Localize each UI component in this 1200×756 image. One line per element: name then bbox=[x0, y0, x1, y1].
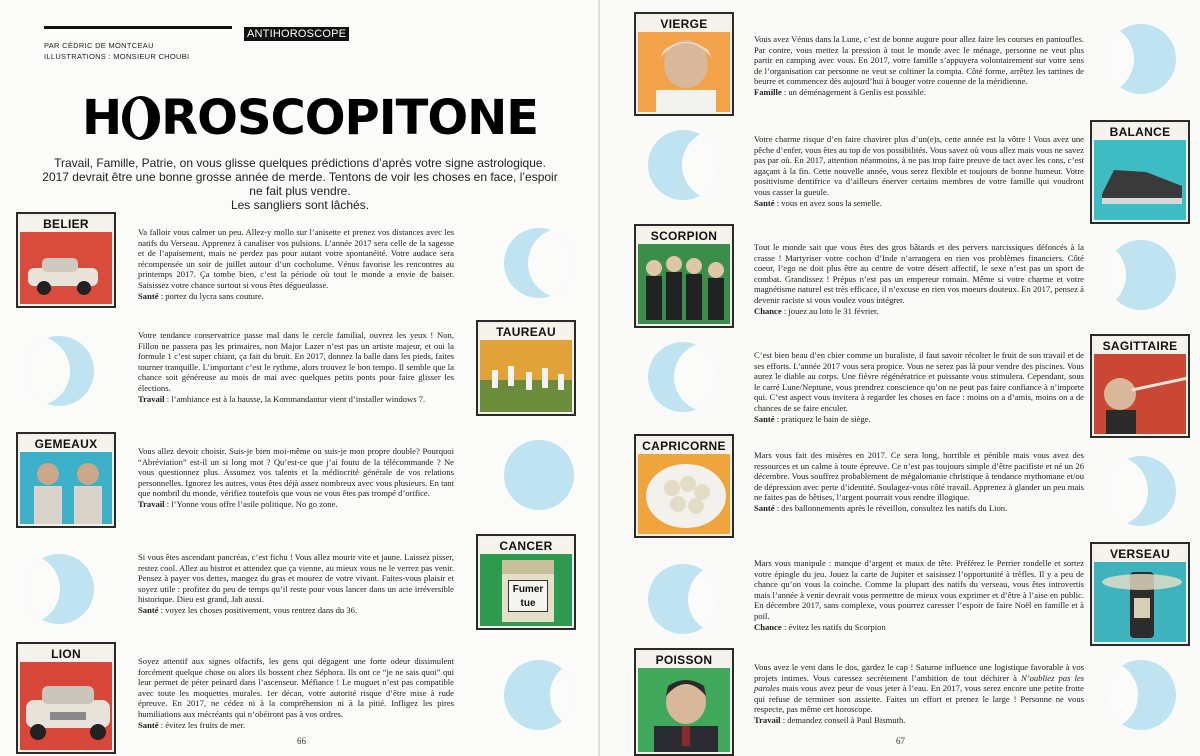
moon-phase-icon bbox=[24, 336, 94, 406]
intro-line: 2017 devrait être une bonne grosse année de merde. Tentons de voir les choses en face, l’espoir ne fait plus vendre. bbox=[42, 170, 558, 198]
vierge-illustration bbox=[638, 32, 730, 112]
sign-label: BALANCE bbox=[1094, 124, 1186, 140]
poisson-text bbox=[754, 662, 1084, 726]
lion-illustration bbox=[20, 662, 112, 750]
advice-text: : l’ambiance est à la hausse, la Kommandantur vient d’installer windows 7. bbox=[164, 393, 426, 404]
scorpion-illustration bbox=[638, 244, 730, 324]
gemeaux-illustration bbox=[20, 452, 112, 524]
advice-key: Santé bbox=[138, 719, 159, 730]
horoscope-body: Vous avez le vent dans le dos, gardez le cap ! Saturne influence une logistique favorable à vos projets intimes. Vous caressez secrètement l’ambition de tout déchirer à bbox=[754, 662, 1084, 683]
woman-portrait-icon bbox=[638, 32, 730, 112]
sign-label: TAUREAU bbox=[480, 324, 572, 340]
page-number: 66 bbox=[297, 736, 306, 746]
advice-key: Santé bbox=[754, 502, 775, 513]
sign-card-cancer bbox=[476, 534, 576, 630]
sign-card-belier bbox=[16, 212, 116, 308]
sign-label: VERSEAU bbox=[1094, 546, 1186, 562]
advice-key: Santé bbox=[754, 197, 775, 208]
intro-line: Travail, Famille, Patrie, on vous glisse quelques prédictions d’après votre signe astrologique. bbox=[54, 156, 546, 170]
lion-text bbox=[138, 656, 454, 730]
page-number: 67 bbox=[896, 736, 905, 746]
sneaker-icon bbox=[1094, 140, 1186, 220]
cancer-illustration bbox=[480, 554, 572, 626]
advice-text: : évitez les natifs du Scorpion bbox=[781, 621, 886, 632]
advice-text: : évitez les fruits de mer. bbox=[158, 719, 246, 730]
sign-card-scorpion bbox=[634, 224, 734, 328]
verseau-text bbox=[754, 558, 1084, 632]
moon-phase-icon bbox=[648, 342, 718, 412]
advice-text: : demandez conseil à Paul Bismuth. bbox=[780, 714, 906, 725]
moon-phase-icon bbox=[504, 660, 574, 730]
horoscope-body: Votre tendance conservatrice passe mal dans le cercle familial, ouvrez les yeux ! Non, Fillon ne passera pas les primaires, non Major Lazer n’est pas un artiste majeur, et oui la formule 1 c’est super chiant, ça fait du bruit. En 2017, donnez la balle dans les pieds, faites tourner tranquille. L’important c’est le rythme, alors trouvez le bon tempo. Il semble que la chance soit généreuse au mois de mai avec quelques petits ponts pour faire glisser les élections. bbox=[138, 330, 454, 393]
advice-key: Travail bbox=[754, 714, 781, 725]
credits bbox=[44, 40, 189, 62]
gemeaux-text bbox=[138, 446, 454, 510]
horoscope-body: Mars vous manipule : manque d’argent et maux de tête. Préférez le Perrier rondelle et sortez votre épingle du jeu. Jouez la carte de Jupiter et saisissez l’opportunité à trèfles. Il y a peu de chance qu’on vous la coinche. Comme la plupart des natifs du verseau, vous êtes introvertis mais l’année à venir devrait vous permettre de mieux vous exprimer et d’être à l’aise en public. En décembre 2017, sans complexe, vous pourrez caresser l’espoir de faire Noël en famille et à poil. bbox=[754, 558, 1084, 621]
moon-phase-icon bbox=[504, 228, 574, 298]
advice-key: Santé bbox=[138, 290, 159, 301]
credit-author: PAR CÉDRIC DE MONTCEAU bbox=[44, 41, 154, 50]
moon-phase-icon bbox=[504, 440, 574, 510]
twins-portrait-icon bbox=[20, 452, 112, 524]
sign-card-sagittaire bbox=[1090, 334, 1190, 438]
arrow-head-icon bbox=[1094, 354, 1186, 434]
advice-key: Santé bbox=[138, 604, 159, 615]
capricorne-illustration bbox=[638, 454, 730, 534]
man-portrait-icon bbox=[638, 668, 730, 752]
sign-card-capricorne bbox=[634, 434, 734, 538]
advice-key: Santé bbox=[754, 413, 775, 424]
vintage-car-icon bbox=[20, 662, 112, 750]
sign-card-balance bbox=[1090, 120, 1190, 224]
sagittaire-text bbox=[754, 350, 1084, 424]
horoscope-body: Tout le monde sait que vous êtes des gros bâtards et des pervers narcissiques défoncés à la crasse ! Martyriser votre cochon d’Inde n’arrangera en rien vos problèmes financiers. Côté coeur, l’ego ne doit plus être au centre de votre désert affectif, le sexe n’est pas un sport de combat. Grandissez ! Prépus n’est pas un empereur romain. Même si votre charme et votre magnétisme naturel est très efficace, il n’excuse en rien vos moeurs douteux. En 2017, pensez à devenir raciste si vous voulez vous intégrer. bbox=[754, 242, 1084, 305]
sign-label: POISSON bbox=[638, 652, 730, 668]
sign-label: VIERGE bbox=[638, 16, 730, 32]
plate-of-food-icon bbox=[638, 454, 730, 534]
football-players-icon bbox=[480, 340, 572, 412]
horoscope-body: Va falloir vous calmer un peu. Allez-y mollo sur l’anisette et prenez vos distances avec les natifs du Verseau. Apprenez à canaliser vos pulsions. L’année 2017 sera celle de la sagesse et de l’apaisement, mais ne perdez pas pour autant votre spontanéité. Votre audace sera récompensée un soir de juillet autour d’un cocholume. Vénus favorise les rencontres au printemps 2017. Ça tombe bien, c’est la période où tout le monde a envie de baiser. Saisissez votre chance surtout si vous êtes dégueulasse. bbox=[138, 227, 454, 290]
horoscope-body: C’est bien beau d’en chier comme un buraliste, il faut savoir récolter le fruit de son travail et de ses efforts. L’année 2017 vous sera propice. Vous ne serez pas là pour vendre des piscines. Vous aurez le diable au corps. Une fièvre régénératrice et puissante vous stimulera. Cependant, sous le carré Lune/Neptune, vous prendrez conscience qu’on ne peut pas faire confiance à n’importe qui. C’est aspect vous invitera à regarder les choses en face : moins on a d’amis, moins on a de chances de se faire enculer. bbox=[754, 350, 1084, 413]
advice-text: : portez du lycra sans couture. bbox=[158, 290, 264, 301]
belier-illustration bbox=[20, 232, 112, 304]
capricorne-text bbox=[754, 450, 1084, 514]
sign-label: LION bbox=[20, 646, 112, 662]
moon-phase-icon bbox=[1106, 456, 1176, 526]
sign-label: GEMEAUX bbox=[20, 436, 112, 452]
advice-key: Famille bbox=[754, 86, 782, 97]
sign-card-lion bbox=[16, 642, 116, 754]
intro-line: Les sangliers sont lâchés. bbox=[230, 198, 370, 212]
horoscope-body: mais vous avez peur de vous jeter à l’eau. En 2017, vous serez encore une petite frotte qui refuse de terminer son assiette. Faites un effort et prenez le large ! Personne ne vous respecte, pas même cet horoscope. bbox=[754, 683, 1084, 715]
credit-illustrations: ILLUSTRATIONS : MONSIEUR CHOUBI bbox=[44, 52, 190, 61]
title-h: H bbox=[82, 90, 122, 146]
advice-text: : voyez les choses positivement, vous rentrez dans du 36. bbox=[158, 604, 358, 615]
horoscope-body: Votre charme risque d’en faire chavirer plus d’un(e)s, cette année est la vôtre ! Vous avez une pêche d’enfer, vous êtes au top de vos possibilités. Vous savez où vous allez mais vous ne savez pas par où. En 2017, attention néanmoins, à ne pas trop faire preuve de tact avec les cons, c’est agaçant à la fin. Cette nouvelle année, vous serez flexible et toujours de bonne humeur. Votre positivisme dentifrice va d’ailleurs énerver certains membres de votre famille qui voudront vous casser la gueule. bbox=[754, 134, 1084, 197]
horoscope-body: Mars vous fait des misères en 2017. Ce sera long, horrible et pénible mais vous avez des ressources et un calme à toute épreuve. Ce n’est pas toujours simple d’être pacifiste et né un 26 décembre. Vous souffrez probablement de mégalomanie christique à tendance mythomane et/ou de dépression avec perte d’identité. Soulagez-vous côté travail. Apprenez à glander un peu mais ne faites pas de bêtises, l’argent pourrait vous rendre illogique. bbox=[754, 450, 1084, 503]
page-title bbox=[82, 90, 538, 146]
advice-key: Travail bbox=[138, 393, 165, 404]
horoscope-body: Soyez attentif aux signes olfactifs, les gens qui dégagent une forte odeur dissimulent forcément quelque chose ou alors ils bossent chez Séphora. Ils ont ce “je ne sais quoi” qui leur permet de péter peinard dans l’ascenseur. Méfiance ! Le muguet n’est pas compatible avec toute les moquettes murales. 1er décan, votre autorité risque d’être mise à rude épreuve. En 2017, ne cédez ni à la compréhension ni à la pitié. Infligez les pires humiliations aux mécréants qui n’obéiront pas à vos ordres. bbox=[138, 656, 454, 719]
sign-card-poisson bbox=[634, 648, 734, 756]
advice-key: Chance bbox=[754, 305, 782, 316]
sign-card-vierge bbox=[634, 12, 734, 116]
sign-label: BELIER bbox=[20, 216, 112, 232]
bottle-icon bbox=[1094, 562, 1186, 642]
moon-phase-icon bbox=[648, 564, 718, 634]
sign-card-gemeaux bbox=[16, 432, 116, 528]
moon-phase-icon bbox=[24, 554, 94, 624]
advice-key: Chance bbox=[754, 621, 782, 632]
moon-phase-icon bbox=[648, 130, 718, 200]
moon-phase-icon bbox=[1106, 240, 1176, 310]
warning-label: Fumer tue bbox=[508, 580, 548, 612]
advice-text: : vous en avez sous la semelle. bbox=[774, 197, 882, 208]
moon-phase-icon bbox=[1106, 660, 1176, 730]
balance-illustration bbox=[1094, 140, 1186, 220]
advice-text: : pratiquez le bain de siège. bbox=[774, 413, 871, 424]
sign-card-taureau bbox=[476, 320, 576, 416]
verseau-illustration bbox=[1094, 562, 1186, 642]
scorpion-text bbox=[754, 242, 1084, 316]
horoscope-body: Si vous êtes ascendant pancréas, c’est fichu ! Vous allez mourir vite et jaune. Laissez pisser, restez cool. Allez au bistrot et attendez que ça vienne, au mieux vous ne le verrez pas venir. Pensez à payer vos dettes, mangez du gras et mourez de votre vivant. Faites-vous plaisir et soyez utile : profitez du peu de temps qu’il reste pour vous lancer dans un acte irréversible historique. Dieu est grand, Jah aussi. bbox=[138, 552, 454, 605]
horoscope-body: Vous avez Vénus dans la Lune, c’est de bonne augure pour allez faire les courses en pantoufles. Par contre, vous mettez la pression à tout le monde avec le ménage, personne ne veut plus partir en camping avec vous. En 2017, votre famille s’appuyera volontairement sur votre sens de l’organisation car personne ne veut se coltiner la compta. Côté forme, arrêtez les tartines de beurre et commencez dès aujourd’hui à bouger votre couenne de la méridienne. bbox=[754, 34, 1084, 87]
header-rule bbox=[44, 26, 232, 29]
sign-card-verseau bbox=[1090, 542, 1190, 646]
sign-label: CAPRICORNE bbox=[638, 438, 730, 454]
title-rest: ROSCOPITONE bbox=[161, 90, 539, 146]
sagittaire-illustration bbox=[1094, 354, 1186, 434]
car-illustration-icon bbox=[20, 232, 112, 304]
balance-text bbox=[754, 134, 1084, 208]
show-title: N’oubliez pas les paroles bbox=[754, 672, 1084, 694]
rock-band-icon bbox=[638, 244, 730, 324]
advice-key: Travail bbox=[138, 498, 165, 509]
taureau-text bbox=[138, 330, 454, 404]
advice-text: : un déménagement à Genlis est possible. bbox=[781, 86, 926, 97]
vierge-text bbox=[754, 34, 1084, 98]
sign-label: SAGITTAIRE bbox=[1094, 338, 1186, 354]
horoscope-body: Vous allez devoir choisir. Suis-je bien moi-même ou suis-je mon propre double? Pourquoi “Abréviation” est-il un si long mot ? Qu’est-ce que j’ai foutu de la télécommande ? Ne vous questionnez plus. Assumez vos talents et la médiocrité générale de vos relations personnelles. Ignorez les autres, vous êtes déjà assez nombreux avec vous plusieurs. En tant que nombril du monde, vérifiez toutefois que vous ne vous êtes pas trompé d’orifice. bbox=[138, 446, 454, 499]
moon-o-icon bbox=[122, 96, 160, 140]
intro-paragraph bbox=[40, 156, 560, 212]
section-tag: ANTIHOROSCOPE bbox=[244, 27, 349, 41]
advice-text: : l’Yonne vous offre l’asile politique. No go zone. bbox=[164, 498, 338, 509]
belier-text bbox=[138, 227, 454, 301]
taureau-illustration bbox=[480, 340, 572, 412]
advice-text: : des ballonnements après le réveillon, consultez les natifs du Lion. bbox=[774, 502, 1008, 513]
moon-phase-icon bbox=[1106, 24, 1176, 94]
cancer-text bbox=[138, 552, 454, 616]
sign-label: CANCER bbox=[480, 538, 572, 554]
advice-text: : jouez au loto le 31 février. bbox=[781, 305, 879, 316]
sign-label: SCORPION bbox=[638, 228, 730, 244]
right-page bbox=[600, 0, 1200, 756]
poisson-illustration bbox=[638, 668, 730, 752]
